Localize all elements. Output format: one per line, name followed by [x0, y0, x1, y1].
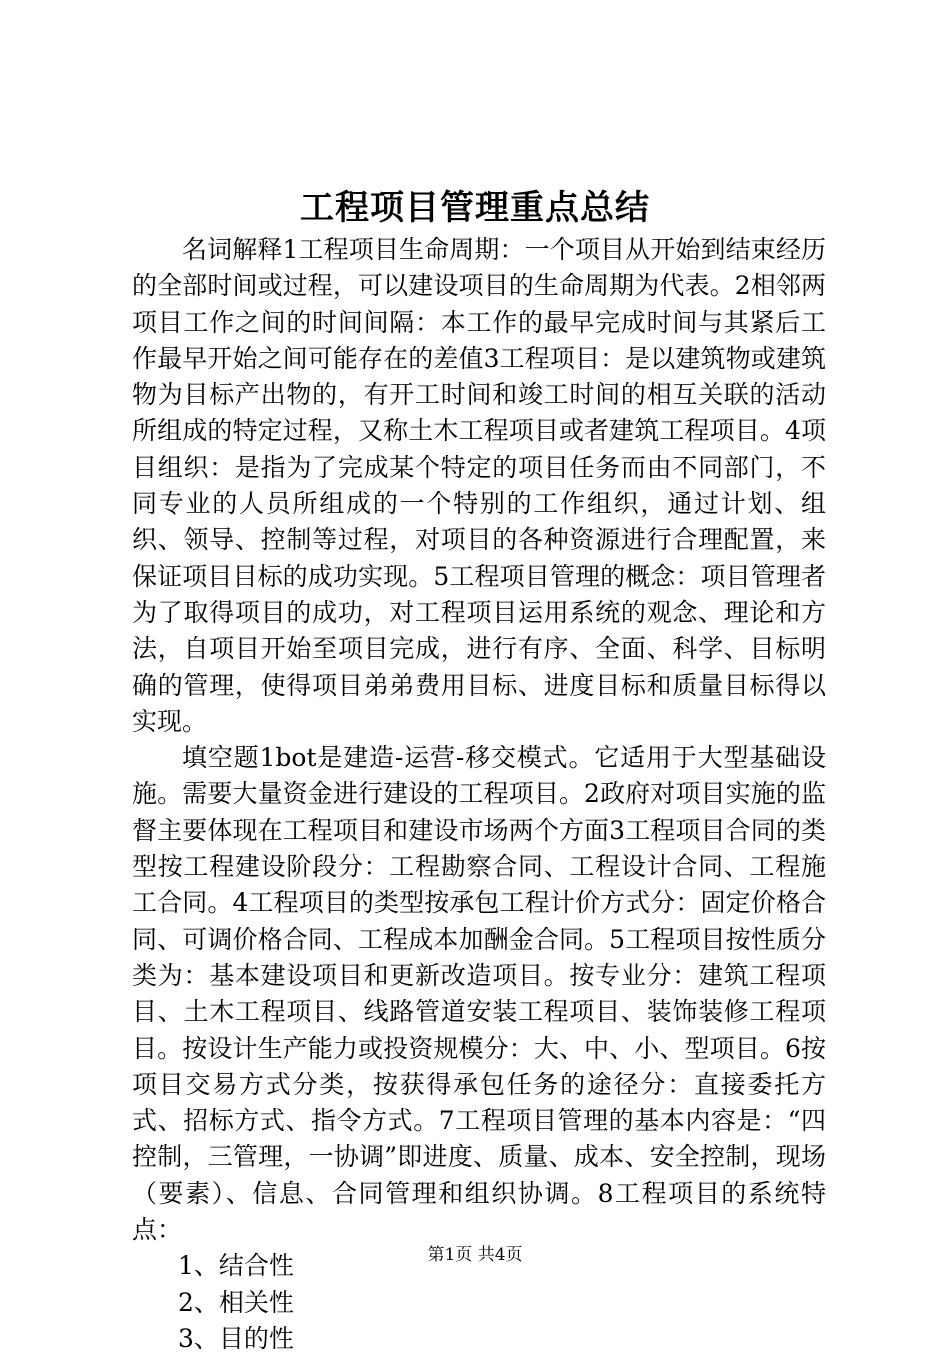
paragraph-definitions: 名词解释1工程项目生命周期：一个项目从开始到结束经历的全部时间或过程，可以建设项目的生命周期为代表。2相邻两项目工作之间的时间间隔：本工作的最早完成时间与其紧后工作最早开始之间可能存在的差值3工程项目：是以建筑物或建筑物为目标产出物的，有开工时间和竣工时间的相互关联的活动所组成的特定过程，又称土木工程项目或者建筑工程项目。4项目组织：是指为了完成某个特定的项目任务而由不同部门，不同专业的人员所组成的一个特别的工作组织，通过计划、组织、领导、控制等过程，对项目的各种资源进行合理配置，来保证项目目标的成功实现。5工程项目管理的概念：项目管理者为了取得项目的成功，对工程项目运用系统的观念、理论和方法，自项目开始至项目完成，进行有序、全面、科学、目标明确的管理，使得项目弟弟费用目标、进度目标和质量目标得以实现。 — [132, 235, 826, 736]
document-body — [132, 232, 826, 1357]
list-item: 1、结合性 — [178, 1251, 294, 1281]
paragraph-fill-in-blanks: 填空题1bot是建造-运营-移交模式。它适用于大型基础设施。需要大量资金进行建设的工程项目。2政府对项目实施的监督主要体现在工程项目和建设市场两个方面3工程项目合同的类型按工程建设阶段分：工程勘察合同、工程设计合同、工程施工合同。4工程项目的类型按承包工程计价方式分：固定价格合同、可调价格合同、工程成本加酬金合同。5工程项目按性质分类为：基本建设项目和更新改造项目。按专业分：建筑工程项目、土木工程项目、线路管道安装工程项目、装饰装修工程项目。按设计生产能力或投资规模分：大、中、小、型项目。6按项目交易方式分类，按获得承包任务的途径分：直接委托方式、招标方式、指令方式。7工程项目管理的基本内容是：“四控制，三管理，一协调”即进度、质量、成本、安全控制，现场（要素）、信息、合同管理和组织协调。8工程项目的系统特点： — [132, 743, 826, 1245]
page-number-footer: 第1页 共4页 — [427, 1245, 523, 1265]
document-title: 工程项目管理重点总结 — [300, 188, 650, 228]
list-item: 3、目的性 — [178, 1323, 294, 1353]
list-item: 2、相关性 — [178, 1287, 294, 1317]
